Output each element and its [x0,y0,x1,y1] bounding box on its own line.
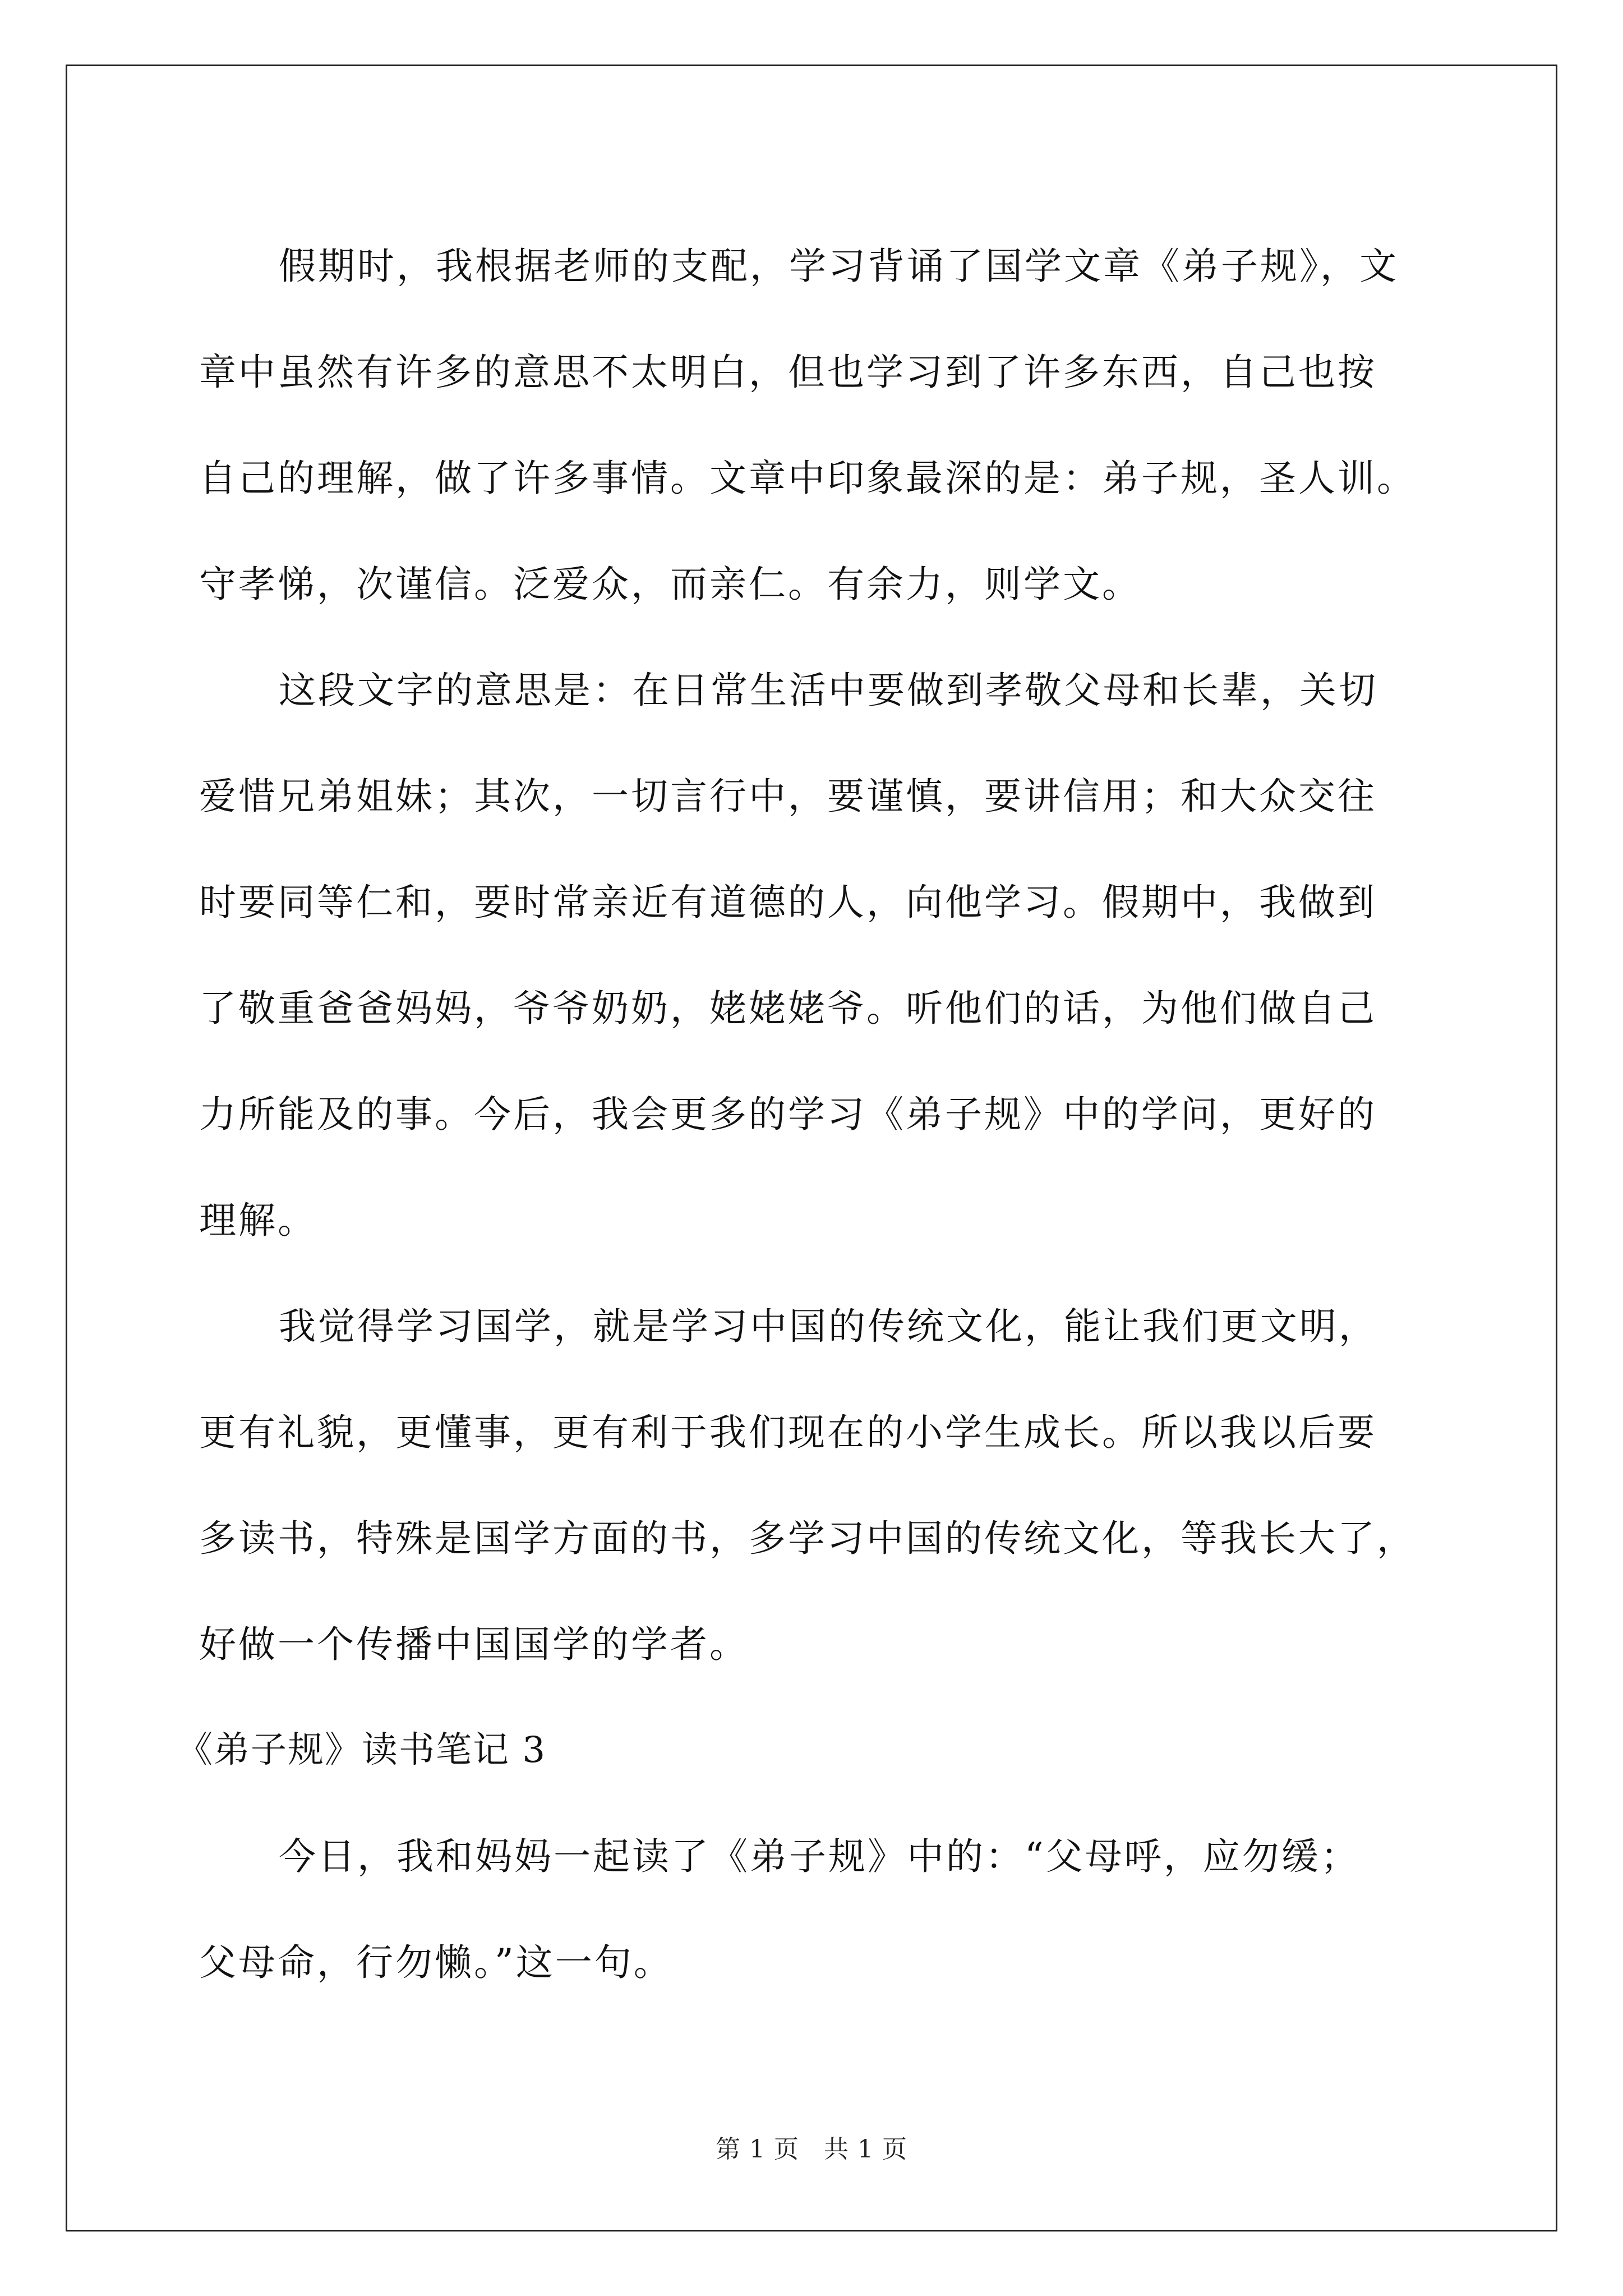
paragraph-line: 了敬重爸爸妈妈，爷爷奶奶，姥姥姥爷。听他们的话，为他们做自己 [199,987,1377,1030]
section-heading: 《弟子规》读书笔记 3 [177,1729,547,1771]
page-number: 第 1 页 [716,2135,799,2164]
paragraph-line: 章中虽然有许多的意思不太明白，但也学习到了许多东西，自己也按 [199,351,1377,394]
paragraph-line: 好做一个传播中国国学的学者。 [199,1623,749,1666]
paragraph-line: 父母命，行勿懒。”这一句。 [199,1941,673,1984]
paragraph-line: 这段文字的意思是：在日常生活中要做到孝敬父母和长辈，关切 [279,669,1378,712]
paragraph-line: 多读书，特殊是国学方面的书，多学习中国的传统文化，等我长大了， [199,1517,1416,1560]
paragraph-line: 自己的理解，做了许多事情。文章中印象最深的是：弟子规，圣人训。 [199,457,1416,500]
paragraph-line: 爱惜兄弟姐妹；其次，一切言行中，要谨慎，要讲信用；和大众交往 [199,775,1377,818]
page-footer [0,2129,1623,2165]
paragraph-line: 时要同等仁和，要时常亲近有道德的人，向他学习。假期中，我做到 [199,881,1377,924]
paragraph-line: 假期时，我根据老师的支配，学习背诵了国学文章《弟子规》，文 [279,245,1399,288]
paragraph-line: 更有礼貌，更懂事，更有利于我们现在的小学生成长。所以我以后要 [199,1411,1377,1454]
paragraph-3 [199,1273,1455,1697]
paragraph-line: 我觉得学习国学，就是学习中国的传统文化，能让我们更文明， [279,1305,1378,1348]
paragraph-line: 今日，我和妈妈一起读了《弟子规》中的：“父母呼，应勿缓； [279,1835,1360,1878]
document-body [177,213,1455,2016]
paragraph-1 [199,213,1455,637]
paragraph-line: 守孝悌，次谨信。泛爱众，而亲仁。有余力，则学文。 [199,563,1141,606]
paragraph-2 [199,637,1455,1273]
page-total: 共 1 页 [824,2135,907,2164]
paragraph-line: 力所能及的事。今后，我会更多的学习《弟子规》中的学问，更好的 [199,1093,1377,1136]
paragraph-line: 理解。 [199,1199,317,1242]
section-paragraph [199,1803,1455,2016]
